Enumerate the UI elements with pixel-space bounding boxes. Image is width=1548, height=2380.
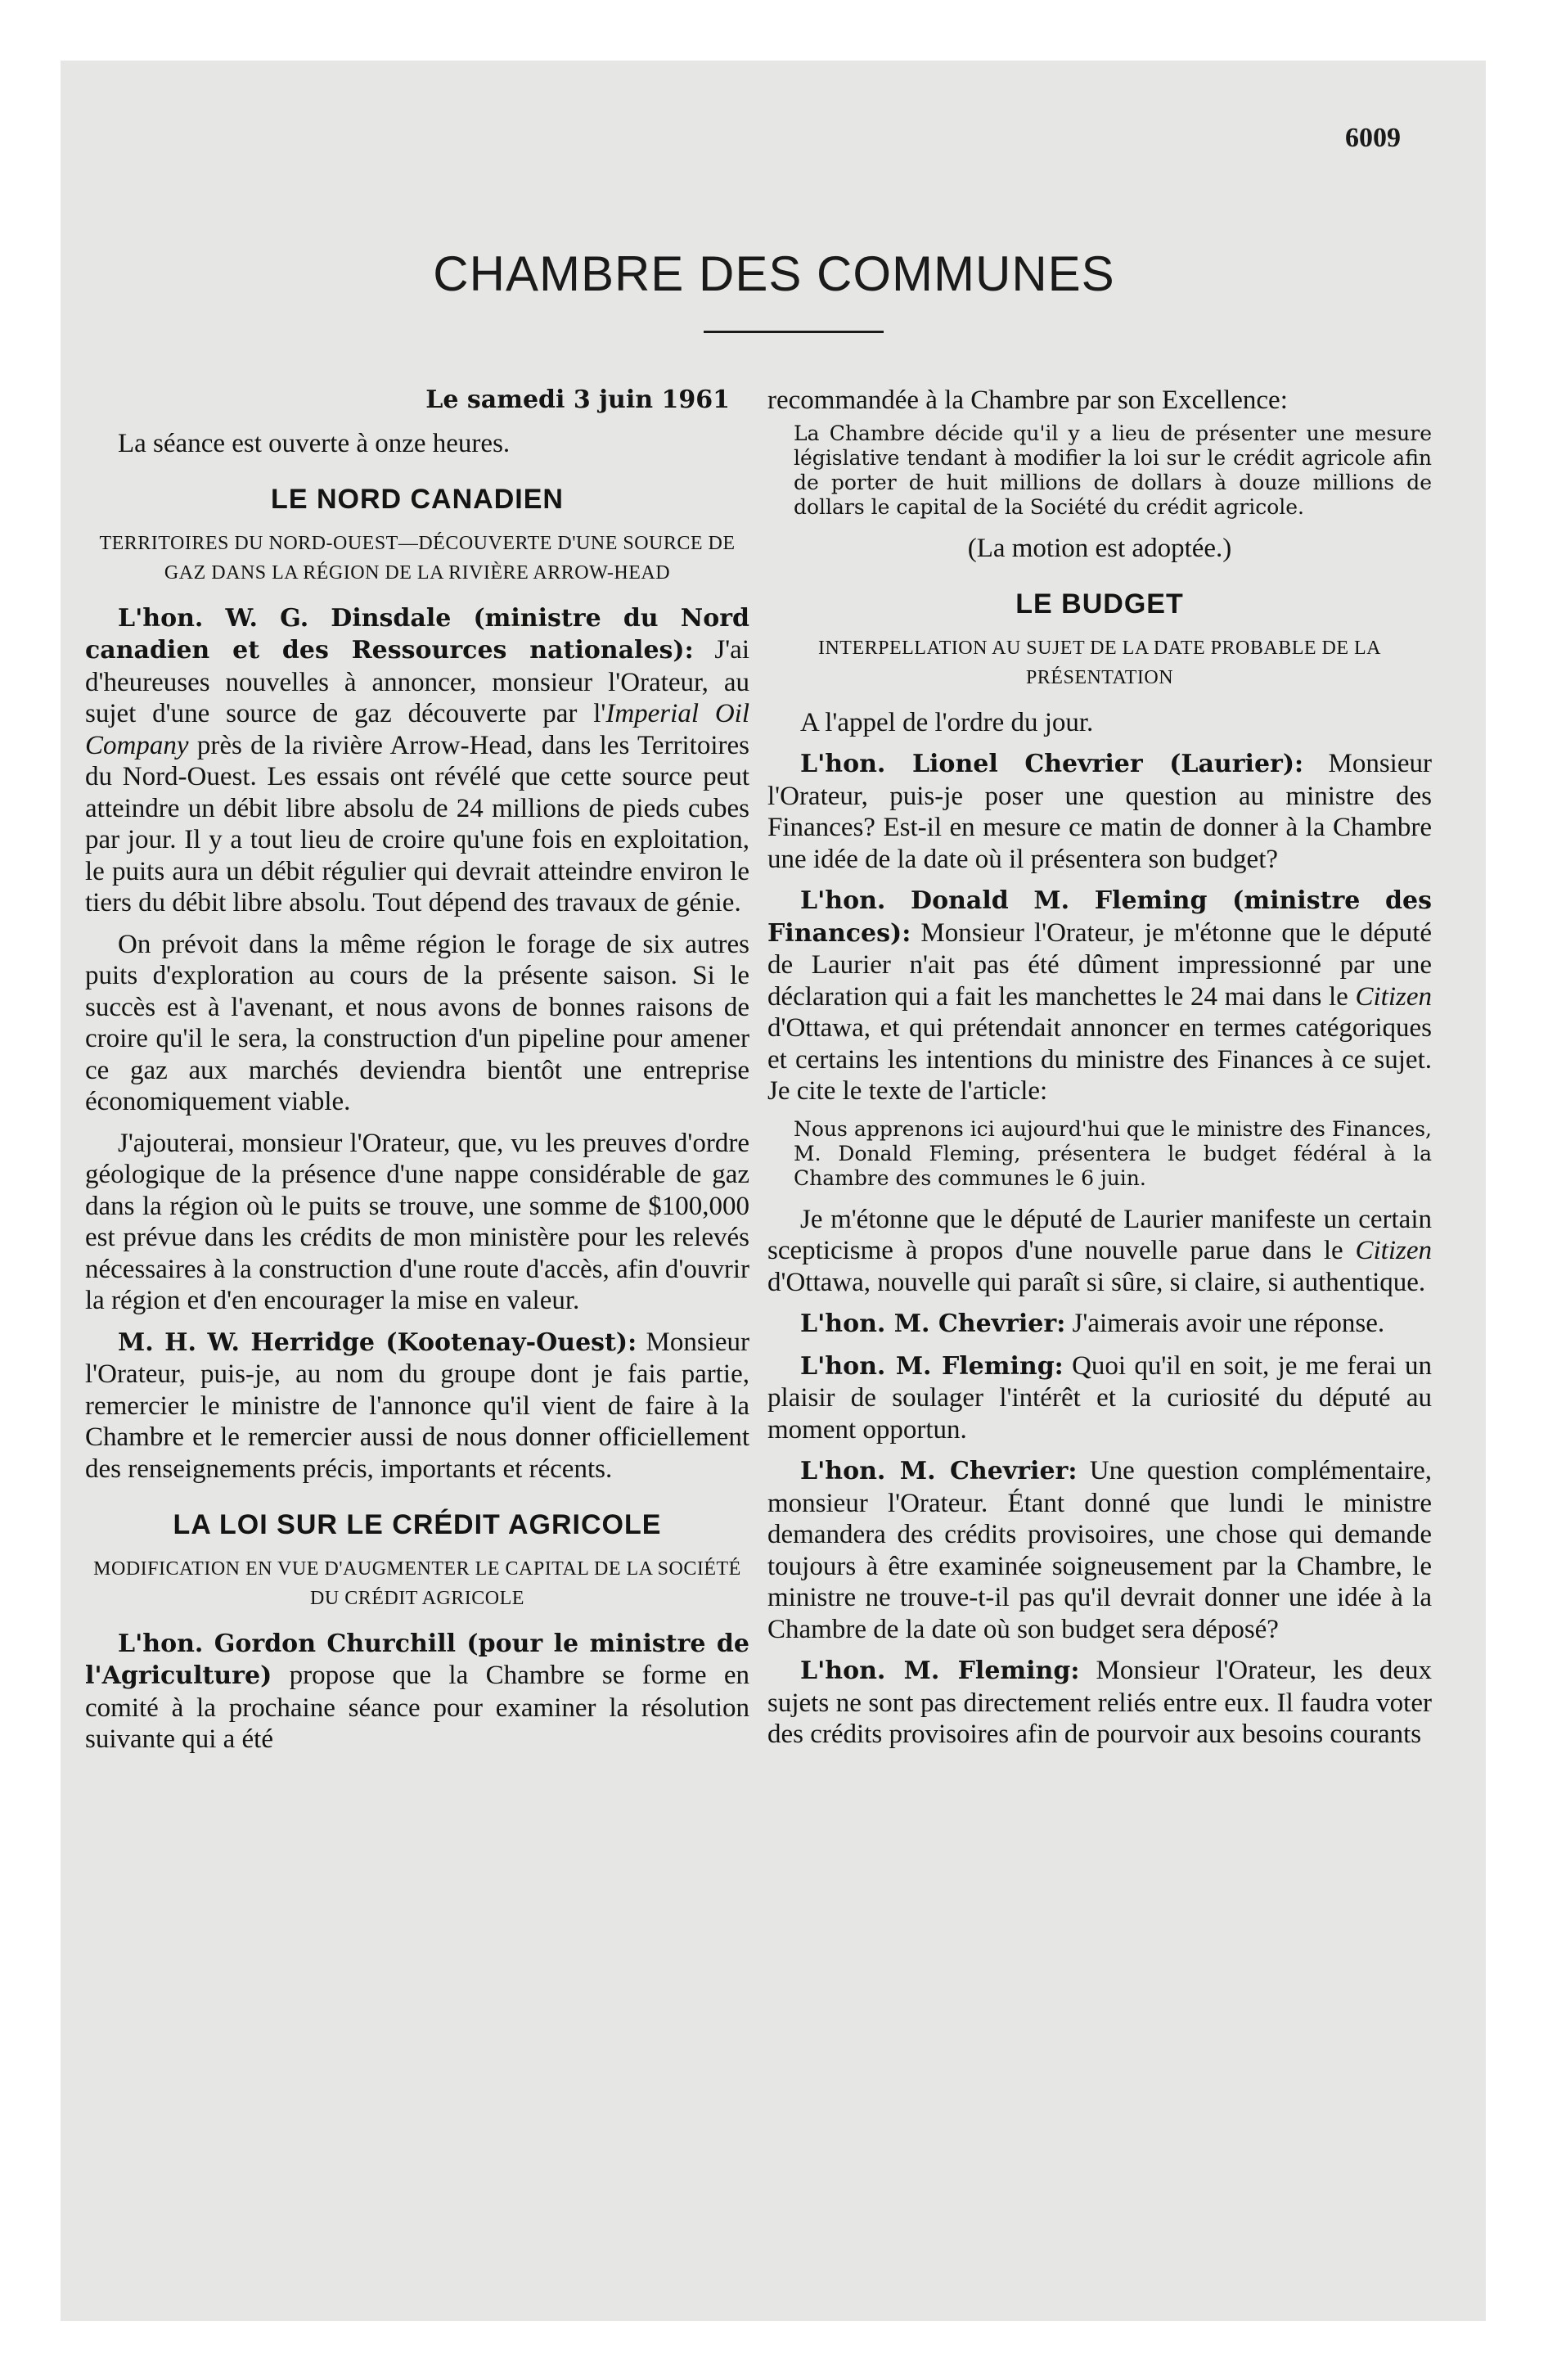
- paragraph-text: J'ai d'heureuses nouvelles à annoncer, monsieur l'Orateur, au sujet d'une source de gaz découverte par l': [85, 635, 749, 728]
- section-subheading: TERRITOIRES DU NORD-OUEST—DÉCOUVERTE D'UNE SOURCE DE GAZ DANS LA RÉGION DE LA RIVIÈRE ARROW-HEAD: [99, 532, 736, 584]
- right-column: [767, 385, 1432, 1760]
- newspaper-name: Citizen: [1355, 1236, 1432, 1265]
- paragraph: [767, 1204, 1432, 1299]
- title-rule: [704, 331, 884, 333]
- paragraph-text: propose que la Chambre se forme en comité à la prochaine séance pour examiner la résolution suivante qui a été: [85, 1661, 749, 1754]
- paragraph-text: Une question complémentaire, monsieur l'Orateur. Étant donné que lundi le ministre demandera des crédits provisoires, une chose qui demande toujours à être examinée soigneusement par la Chambre, le ministre ne trouve-t-il pas qu'il devrait donner une idée à la Chambre de la date où son budget sera déposé?: [767, 1456, 1433, 1644]
- left-column: [85, 385, 749, 1765]
- paragraph: [767, 1455, 1432, 1645]
- paragraph: [767, 885, 1432, 1107]
- paragraph-text: Quoi qu'il en soit, je me ferai un plaisir de soulager l'intérêt et la curiosité du député au moment opportun.: [767, 1350, 1433, 1445]
- quoted-article: Nous apprenons ici aujourd'hui que le ministre des Finances, M. Donald Fleming, présentera le budget fédéral à la Chambre des communes le 6 juin.: [794, 1116, 1432, 1190]
- paragraph: [767, 1308, 1432, 1341]
- page-number: 6009: [1345, 123, 1401, 153]
- speaker-name: M. H. W. Herridge (Kootenay-Ouest):: [118, 1327, 637, 1357]
- section-subheading: MODIFICATION EN VUE D'AUGMENTER LE CAPITAL DE LA SOCIÉTÉ DU CRÉDIT AGRICOLE: [93, 1557, 741, 1609]
- speaker-name: L'hon. Lionel Chevrier (Laurier):: [800, 750, 1304, 778]
- paragraph-text: Je m'étonne que le député de Laurier manifeste un certain scepticisme à propos d'une nouvelle parue dans le: [767, 1204, 1432, 1265]
- speaker-name: L'hon. M. Fleming:: [800, 1657, 1080, 1685]
- paragraph: [85, 602, 749, 919]
- paragraph: [85, 1327, 749, 1485]
- speaker-name: L'hon. W. G. Dinsdale (ministre du Nord canadien et des Ressources nationales):: [85, 603, 749, 665]
- paragraph: recommandée à la Chambre par son Excellence:: [767, 385, 1288, 415]
- newspaper-name: Citizen: [1355, 981, 1433, 1012]
- paragraph: [767, 1350, 1432, 1446]
- paragraph: On prévoit dans la même région le forage de six autres puits d'exploration au cours de la présente saison. Si le succès est à l'avenant, et nous avons de bonnes raisons de croire qu'il le sera, la construction d'un pipeline pour amener ce gaz aux marchés deviendra bientôt une entreprise économiquement viable.: [85, 929, 749, 1116]
- paragraph: [767, 748, 1432, 875]
- section-subheading: INTERPELLATION AU SUJET DE LA DATE PROBABLE DE LA PRÉSENTATION: [817, 637, 1382, 688]
- paragraph: [85, 1628, 749, 1756]
- speaker-name: L'hon. Gordon Churchill (pour le ministre de l'Agriculture): [85, 1629, 749, 1690]
- page-title: CHAMBRE DES COMMUNES: [433, 246, 1115, 301]
- section-heading: LE BUDGET: [1015, 588, 1184, 620]
- section-heading: LA LOI SUR LE CRÉDIT AGRICOLE: [173, 1509, 662, 1540]
- section-heading: LE NORD CANADIEN: [271, 484, 564, 515]
- motion-result: (La motion est adoptée.): [967, 533, 1232, 563]
- speaker-name: L'hon. M. Fleming:: [800, 1351, 1064, 1381]
- quoted-resolution: La Chambre décide qu'il y a lieu de présenter une mesure législative tendant à modifier la loi sur le crédit agricole afin de porter de huit millions de dollars à douze millions de dollars le capital de la Société du crédit agricole.: [794, 421, 1432, 519]
- paragraph-text: près de la rivière Arrow-Head, dans les Territoires du Nord-Ouest. Les essais ont révélé que cette source peut atteindre un débit libre absolu de 24 millions de pieds cubes par jour. Il y a tout lieu de croire qu'une fois en exploitation, le puits aura un débit régulier qui devrait atteindre environ le tiers du débit libre absolu. Tout dépend des travaux de génie.: [85, 730, 749, 917]
- speaker-name: L'hon. Donald M. Fleming (ministre des Finances):: [767, 886, 1432, 948]
- paragraph-text: Monsieur l'Orateur, les deux sujets ne sont pas directement reliés entre eux. Il faudra voter des crédits provisoires afin de pourvoir aux besoins courants: [767, 1656, 1433, 1749]
- speaker-name: L'hon. M. Chevrier:: [800, 1457, 1078, 1485]
- opening-line: La séance est ouverte à onze heures.: [118, 428, 511, 458]
- paragraph: J'ajouterai, monsieur l'Orateur, que, vu les preuves d'ordre géologique de la présence d'une nappe considérable de gaz dans la région où le puits se trouve, une somme de $100,000 est prévue dans les crédits de mon ministère pour les relevés nécessaires à la construction d'une route d'accès, afin d'ouvrir la région et d'en encourager la mise en valeur.: [85, 1128, 749, 1315]
- sitting-date: Le samedi 3 juin 1961: [425, 385, 730, 414]
- paragraph-text: Monsieur l'Orateur, puis-je, au nom du groupe dont je fais partie, remercier le ministre de l'annonce qu'il vient de faire à la Chambre et le remercier aussi de nous donner officiellement des renseignements précis, importants et récents.: [85, 1327, 750, 1484]
- paragraph-text: d'Ottawa, nouvelle qui paraît si sûre, si claire, si authentique.: [767, 1267, 1426, 1297]
- company-name: Imperial Oil Company: [85, 699, 749, 760]
- paragraph-text: Monsieur l'Orateur, je m'étonne que le député de Laurier n'ait pas été dûment impressionné par une déclaration qui a fait les manchettes le 24 mai dans le: [767, 917, 1433, 1012]
- paragraph-text: d'Ottawa, et qui prétendait annoncer en termes catégoriques et certains les intentions du ministre des Finances à ce sujet. Je cite le texte de l'article:: [767, 1013, 1432, 1106]
- paragraph: [767, 1655, 1432, 1751]
- paragraph-text: J'aimerais avoir une réponse.: [1072, 1309, 1385, 1338]
- paragraph: A l'appel de l'ordre du jour.: [800, 707, 1094, 737]
- speaker-name: L'hon. M. Chevrier:: [800, 1309, 1066, 1338]
- paragraph-text: Monsieur l'Orateur, puis-je poser une question au ministre des Finances? Est-il en mesure ce matin de donner à la Chambre une idée de la date où il présentera son budget?: [767, 749, 1432, 874]
